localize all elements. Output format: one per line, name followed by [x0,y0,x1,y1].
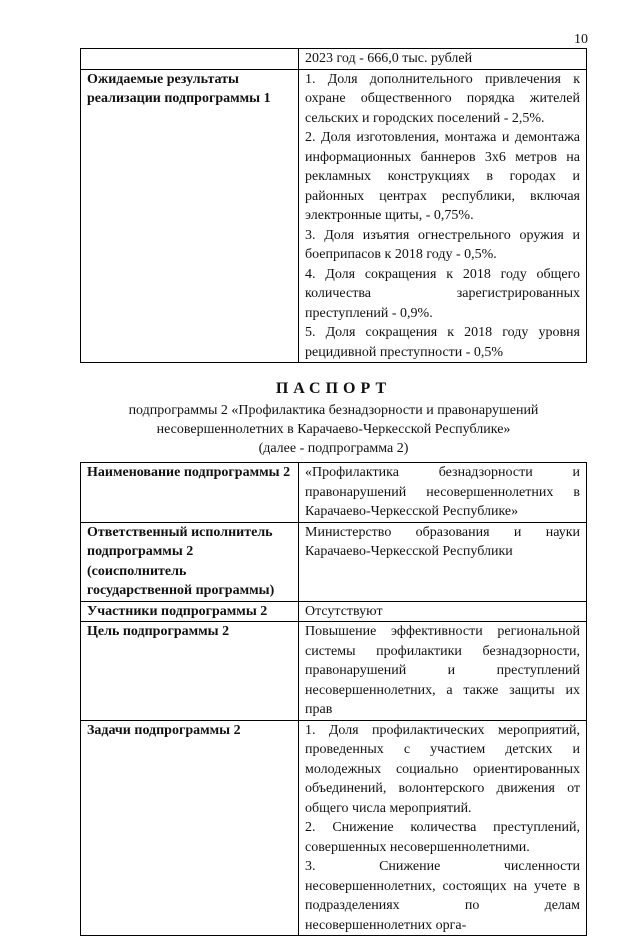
passport-subtitle-line: подпрограммы 2 «Профилактика безнадзорности и правонарушений [128,403,539,418]
table-row [81,720,587,936]
passport-subtitle-line: несовершеннолетних в Карачаево-Черкесской Республике» [156,422,511,437]
table-row [81,69,587,363]
value-paragraph: Отсутствуют [305,603,383,619]
row-value [299,601,587,622]
value-paragraph: 2. Доля изготовления, монтажа и демонтажа информационных баннеров 3х6 метров на рекламных конструкциях в городах и районных центрах республики, включая электронные щиты, - 0,75%. [305,130,580,223]
value-paragraph: 1. Доля дополнительного привлечения к охране общественного порядка жителей сельских и городских поселений - 2,5%. [305,71,580,126]
table-row [81,622,587,721]
value-paragraph: 4. Доля сокращения к 2018 году общего количества зарегистрированных преступлений - 0,9%. [305,266,580,321]
table-row [81,463,587,523]
subprogram-2-passport-table [80,462,587,936]
row-label: Наименование подпрограммы 2 [81,463,299,523]
row-value [299,522,587,601]
row-label: Ответственный исполнитель подпрограммы 2 (соисполнитель государственной программы) [81,522,299,601]
value-paragraph: Министерство образования и науки Карачаево-Черкесской Республики [305,524,580,559]
table-row [81,522,587,601]
value-paragraph: «Профилактика безнадзорности и правонарушений несовершеннолетних в Карачаево-Черкесской Республике» [305,465,580,519]
row-label: Задачи подпрограммы 2 [81,720,299,936]
row-value [299,463,587,523]
table-row [81,601,587,622]
row-label: Цель подпрограммы 2 [81,622,299,721]
table-row [81,49,587,70]
passport-heading: ПАСПОРТ [275,380,392,397]
passport-subtitle-line: (далее - подпрограмма 2) [258,441,409,456]
value-paragraph: 2. Снижение количества преступлений, совершенных несовершеннолетними. [305,820,580,855]
row-value [299,69,587,363]
value-paragraph: 5. Доля сокращения к 2018 году уровня рецидивной преступности - 0,5% [305,325,580,360]
row-value [299,720,587,936]
passport-subtitle [80,401,587,458]
row-label: Ожидаемые результаты реализации подпрограммы 1 [81,69,299,363]
row-label: Участники подпрограммы 2 [81,601,299,622]
page-number: 10 [574,32,588,47]
value-paragraph: 1. Доля профилактических мероприятий, проведенных с участием детских и молодежных социально ориентированных объединений, волонтерского движения от общего числа мероприятий. [305,722,580,816]
value-paragraph: Повышение эффективности региональной системы профилактики безнадзорности, правонарушений и преступлений несовершеннолетних, а также защиты их прав [305,624,580,717]
value-paragraph: 3. Снижение численности несовершеннолетних, состоящих на учете в подразделениях по делам несовершеннолетних орга- [305,859,580,933]
row-value [299,622,587,721]
row-label [81,49,299,70]
row-value [299,49,587,70]
value-paragraph: 3. Доля изъятия огнестрельного оружия и боеприпасов к 2018 году - 0,5%. [305,227,580,262]
value-paragraph: 2023 год - 666,0 тыс. рублей [305,51,473,66]
subprogram-1-results-table [80,48,587,363]
